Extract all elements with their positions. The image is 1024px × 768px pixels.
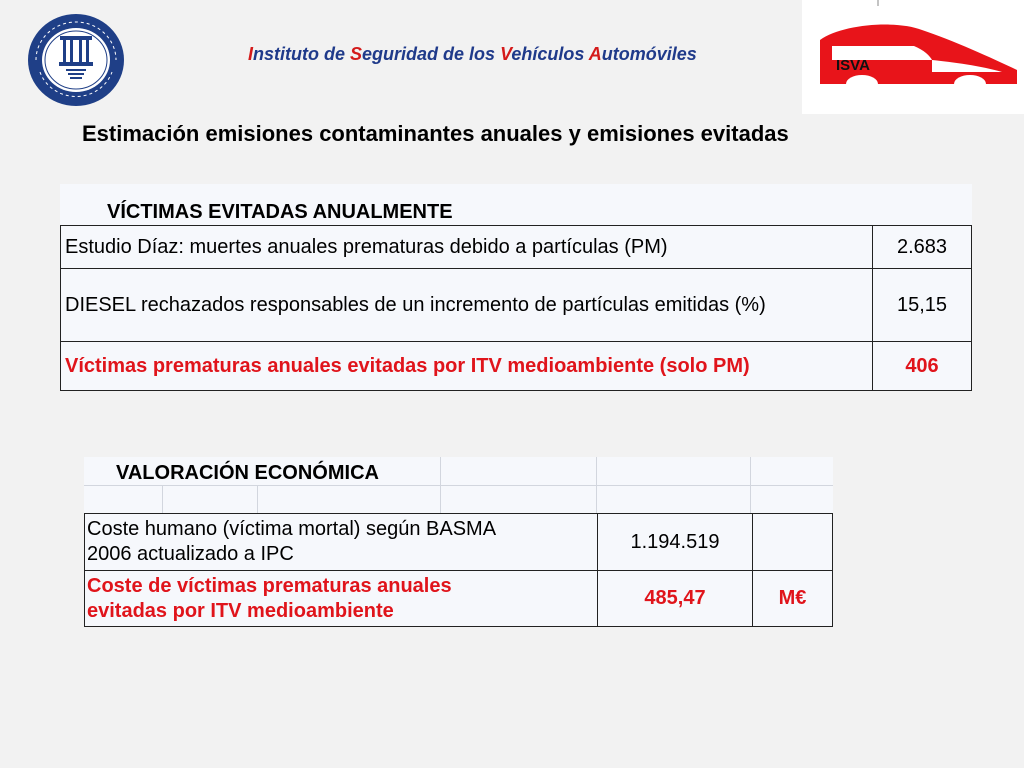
university-logo xyxy=(26,12,126,108)
row-unit xyxy=(753,514,833,571)
institute-initial: I xyxy=(248,44,254,64)
row-value: 15,15 xyxy=(873,269,972,342)
grid-line xyxy=(257,485,258,513)
institute-word: ehículos xyxy=(511,44,589,64)
row-label-line: Coste humano (víctima mortal) según BASMA xyxy=(87,518,497,540)
row-label xyxy=(85,514,598,571)
row-label: Estudio Díaz: muertes anuales prematuras debido a partículas (PM) xyxy=(61,226,873,269)
institute-initial: V xyxy=(500,44,512,64)
economic-table-heading: VALORACIÓN ECONÓMICA xyxy=(116,462,383,485)
institute-name xyxy=(248,44,697,65)
row-value: 2.683 xyxy=(873,226,972,269)
table-row xyxy=(61,226,972,269)
economic-table-heading-area xyxy=(84,457,833,513)
row-value: 1.194.519 xyxy=(598,514,753,571)
victims-table-heading-row xyxy=(60,184,972,226)
isva-car-icon xyxy=(802,0,1024,114)
svg-text:ISVA: ISVA xyxy=(836,57,870,74)
grid-line xyxy=(84,485,833,486)
victims-table-heading: VÍCTIMAS EVITADAS ANUALMENTE xyxy=(107,201,453,223)
institute-initial: A xyxy=(588,44,602,64)
row-label xyxy=(85,571,598,627)
victims-table xyxy=(60,225,972,391)
table-row-highlight xyxy=(61,342,972,391)
table-row xyxy=(61,269,972,342)
grid-line xyxy=(162,485,163,513)
row-value: 406 xyxy=(873,342,972,391)
economic-table xyxy=(84,513,833,627)
institute-initial: S xyxy=(350,44,363,64)
isva-logo xyxy=(802,0,1024,114)
page-title: Estimación emisiones contaminantes anuales y emisiones evitadas xyxy=(82,121,789,146)
row-label-line: 2006 actualizado a IPC xyxy=(87,543,294,565)
table-row-highlight xyxy=(85,571,833,627)
row-value: 485,47 xyxy=(598,571,753,627)
institute-word: eguridad de los xyxy=(362,44,501,64)
row-unit: M€ xyxy=(753,571,833,627)
institute-word: utomóviles xyxy=(601,44,697,64)
institute-word: nstituto de xyxy=(253,44,351,64)
row-label-line: evitadas por ITV medioambiente xyxy=(87,599,394,622)
row-label: DIESEL rechazados responsables de un incremento de partículas emitidas (%) xyxy=(61,269,873,342)
row-label-line: Coste de víctimas prematuras anuales xyxy=(87,574,452,597)
table-row xyxy=(85,514,833,571)
row-label: Víctimas prematuras anuales evitadas por ITV medioambiente (solo PM) xyxy=(61,342,873,391)
